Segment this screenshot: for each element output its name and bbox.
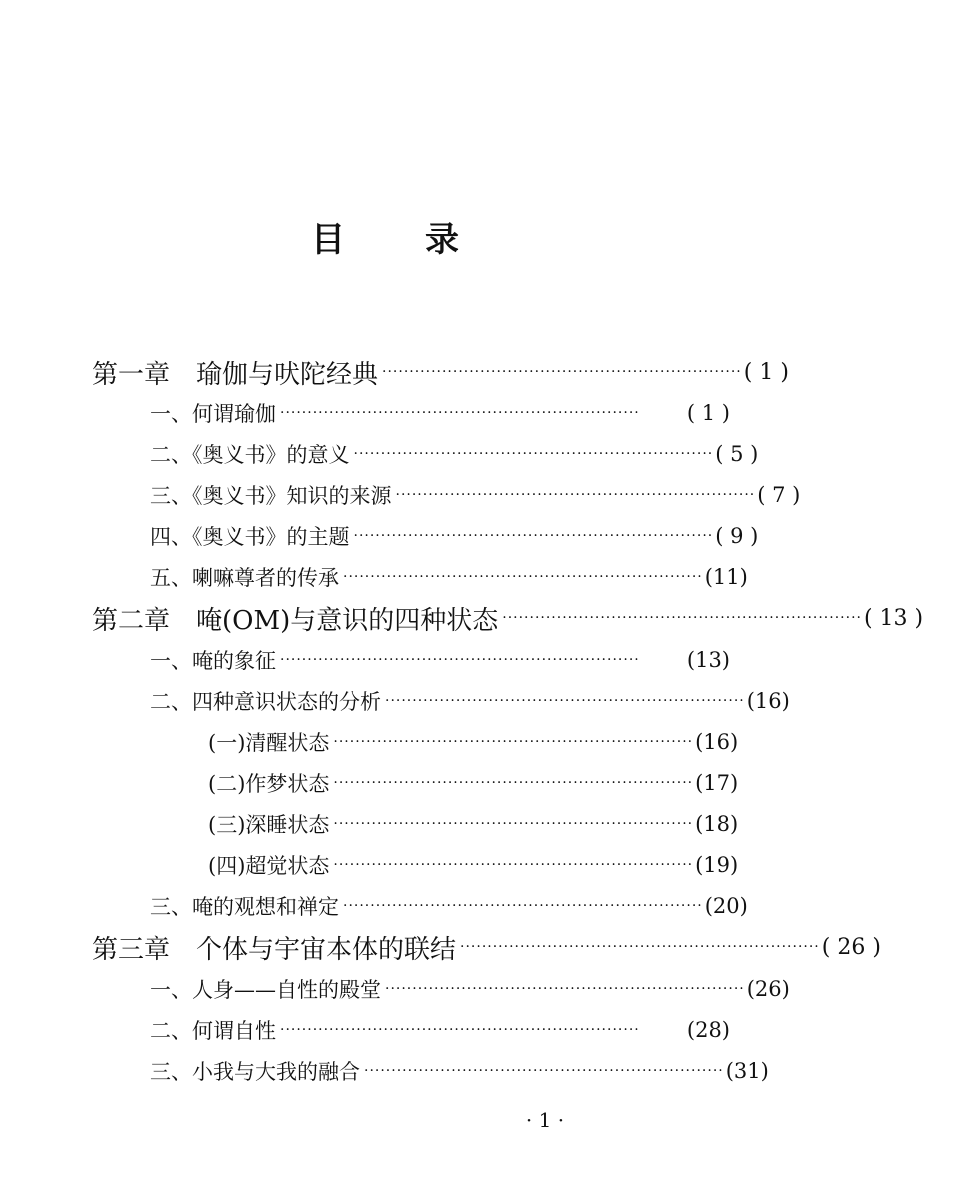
title-char-2: 录: [425, 219, 459, 260]
leader-dots: ··································································: [502, 610, 862, 626]
leader-dots: ··································································: [343, 898, 703, 914]
leader-dots: ··································································: [382, 364, 742, 380]
toc-section[interactable]: [0, 640, 770, 680]
section-title: 小我与大我的融合: [192, 1060, 360, 1084]
page-ref: (16): [746, 689, 790, 713]
toc-section[interactable]: [0, 1010, 770, 1050]
toc-subsection[interactable]: [0, 804, 770, 844]
section-title: 四种意识状态的分析: [192, 690, 381, 714]
section-title: 何谓瑜伽: [192, 402, 276, 426]
page-ref: ( 1 ): [743, 359, 789, 385]
section-title: 《奥义书》的主题: [192, 525, 350, 549]
page-ref: (16): [695, 730, 739, 754]
leader-dots: ··································································: [385, 981, 745, 997]
toc-subsection[interactable]: [0, 845, 770, 885]
toc-chapter-2[interactable]: [0, 598, 924, 638]
page-ref: (19): [695, 853, 739, 877]
section-number: 一、: [150, 978, 192, 1002]
page-ref: ( 9 ): [715, 524, 759, 548]
subsection-title: (四)超觉状态: [208, 854, 330, 878]
page-ref: (31): [725, 1059, 769, 1083]
leader-dots: ··································································: [385, 693, 745, 709]
toc-subsection[interactable]: [0, 722, 770, 762]
page-ref: ( 26 ): [821, 934, 881, 960]
leader-dots: ··································································: [280, 1022, 640, 1038]
page-ref: (13): [686, 648, 730, 672]
toc-subsection[interactable]: [0, 763, 770, 803]
section-title: 何谓自性: [192, 1019, 276, 1043]
leader-dots: ··································································: [333, 857, 694, 873]
title-char-1: 目: [311, 219, 345, 260]
section-title: 唵的观想和禅定: [192, 895, 339, 919]
toc-section[interactable]: [0, 969, 790, 1009]
page-ref: ( 13 ): [863, 605, 924, 631]
toc-section[interactable]: [0, 434, 770, 474]
section-number: 四、: [150, 525, 192, 549]
toc-section[interactable]: [0, 516, 770, 556]
page-ref: (17): [695, 771, 739, 795]
toc-section[interactable]: [0, 475, 801, 515]
toc-chapter-3[interactable]: [0, 927, 881, 967]
subsection-title: (二)作梦状态: [208, 772, 330, 796]
section-title: 《奥义书》的意义: [192, 443, 350, 467]
leader-dots: ··································································: [460, 939, 820, 955]
section-number: 二、: [150, 443, 192, 467]
section-title: 喇嘛尊者的传承: [192, 566, 339, 590]
page-ref: ( 5 ): [715, 442, 759, 466]
section-number: 一、: [150, 402, 192, 426]
subsection-title: (三)深睡状态: [208, 813, 330, 837]
chapter-title: 唵(OM)与意识的四种状态: [196, 605, 499, 636]
page-number: · 1 ·: [525, 1108, 565, 1132]
section-number: 二、: [150, 1019, 192, 1043]
chapter-title: 瑜伽与吠陀经典: [196, 359, 379, 390]
leader-dots: ··································································: [333, 734, 694, 750]
toc-section[interactable]: [0, 557, 770, 597]
section-number: 五、: [150, 566, 192, 590]
toc-section[interactable]: [0, 886, 770, 926]
leader-dots: ··································································: [353, 446, 714, 462]
page-ref: ( 1 ): [686, 401, 730, 425]
leader-dots: ··································································: [343, 569, 703, 585]
section-title: 人身——自性的殿堂: [192, 978, 381, 1002]
page-title: [0, 206, 770, 266]
chapter-number: 第三章: [92, 934, 171, 965]
chapter-title: 个体与宇宙本体的联结: [196, 934, 457, 965]
leader-dots: ··································································: [280, 405, 640, 421]
section-number: 三、: [150, 1060, 192, 1084]
section-number: 一、: [150, 649, 192, 673]
toc-chapter-1[interactable]: [0, 352, 789, 392]
page-ref: (11): [704, 565, 748, 589]
chapter-number: 第一章: [92, 359, 171, 390]
page-ref: (18): [695, 812, 739, 836]
section-number: 三、: [150, 484, 192, 508]
section-title: 唵的象征: [192, 649, 276, 673]
page-ref: ( 7 ): [757, 483, 801, 507]
leader-dots: ··································································: [353, 528, 714, 544]
subsection-title: (一)清醒状态: [208, 731, 330, 755]
page-ref: (20): [704, 894, 748, 918]
page-ref: (28): [686, 1018, 730, 1042]
leader-dots: ··································································: [395, 487, 756, 503]
leader-dots: ··································································: [333, 816, 694, 832]
leader-dots: ··································································: [333, 775, 694, 791]
leader-dots: ··································································: [364, 1063, 724, 1079]
toc-section[interactable]: [0, 393, 770, 433]
section-title: 《奥义书》知识的来源: [192, 484, 392, 508]
section-number: 三、: [150, 895, 192, 919]
section-number: 二、: [150, 690, 192, 714]
chapter-number: 第二章: [92, 605, 171, 636]
leader-dots: ··································································: [280, 652, 640, 668]
page-ref: (26): [746, 977, 790, 1001]
toc-section[interactable]: [0, 681, 790, 721]
toc-section[interactable]: [0, 1051, 770, 1091]
